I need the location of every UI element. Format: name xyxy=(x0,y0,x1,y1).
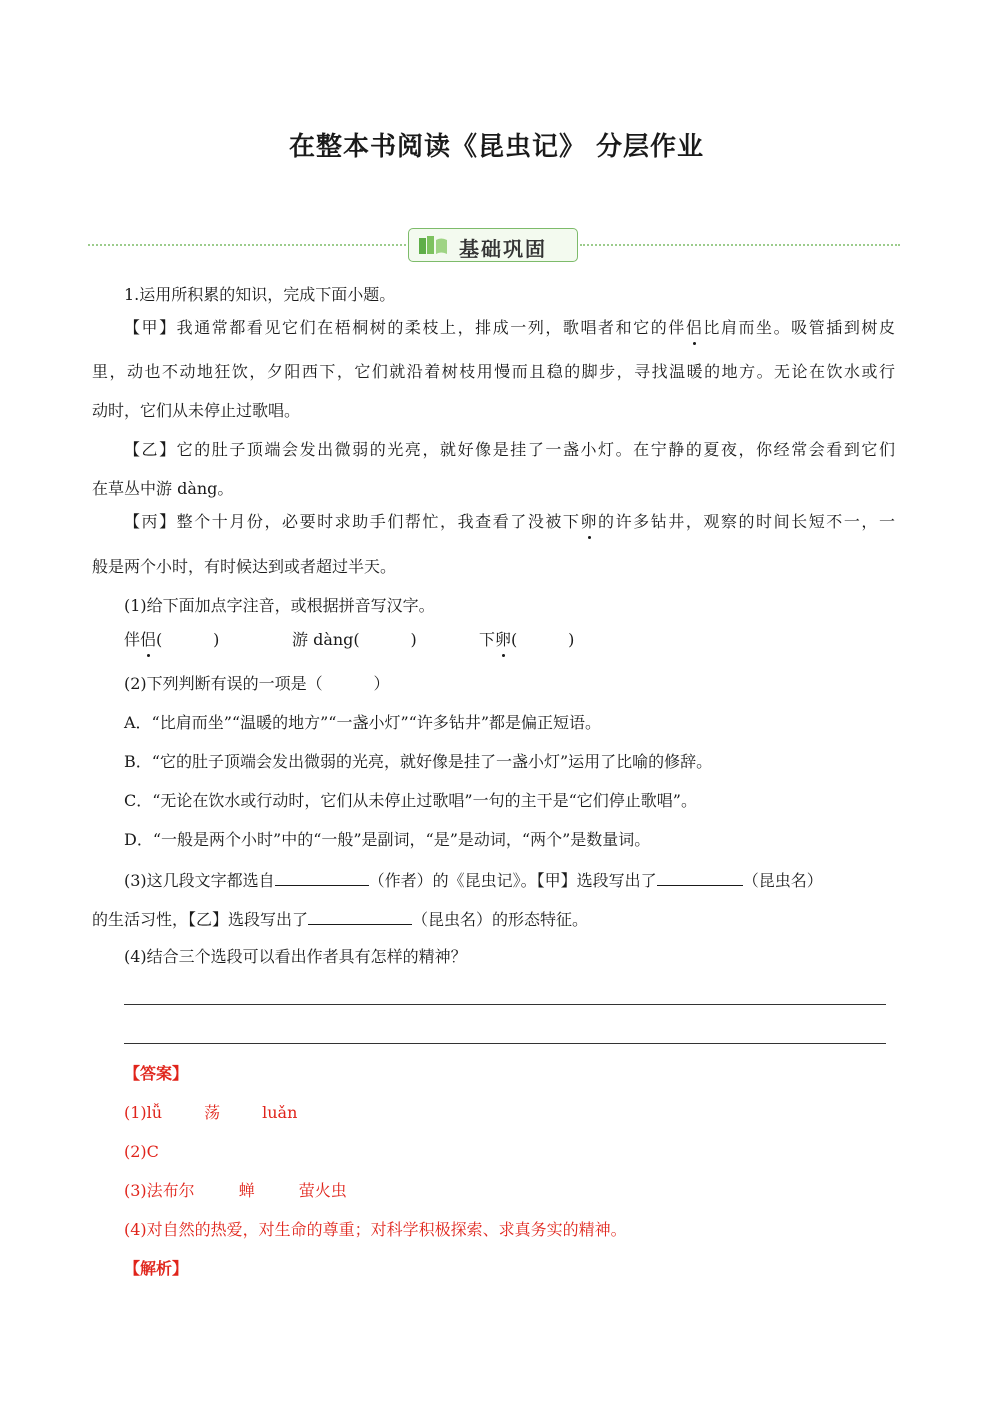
option-d: D．“一般是两个小时”中的“一般”是副词，“是”是动词，“两个”是数量词。 xyxy=(124,830,651,849)
sub1-item3: 下卵( ) xyxy=(479,630,575,649)
option-c: C．“无论在饮水或行动时，它们从未停止过歌唱”一句的主干是“它们停止歌唱”。 xyxy=(124,791,697,810)
sub1-item2: 游 dàng( ) xyxy=(292,630,417,649)
passage-yi-line1: 【乙】它的肚子顶端会发出微弱的光亮，就好像是挂了一盏小灯。在宁静的夏夜，你经常会看到它们 xyxy=(124,440,895,459)
insect-blank-1[interactable] xyxy=(657,869,743,886)
answer-4: (4)对自然的热爱，对生命的尊重；对科学积极探索、求真务实的精神。 xyxy=(124,1220,627,1239)
passage-bing-line1: 【丙】整个十月份，必要时求助手们帮忙，我查看了没被下卵的许多钻井，观察的时间长短不一，一 xyxy=(124,512,895,531)
section-header xyxy=(88,228,900,262)
divider-right xyxy=(580,244,900,246)
page-title: 在整本书阅读《昆虫记》 分层作业 xyxy=(288,132,705,162)
passage-yi-line2: 在草丛中游 dàng。 xyxy=(92,479,234,498)
passage-jia-line1: 【甲】我通常都看见它们在梧桐树的柔枝上，排成一列，歌唱者和它的伴侣比肩而坐。吸管插到树皮 xyxy=(124,318,895,337)
sub1-item1: 伴侣( ) xyxy=(124,630,220,649)
passage-jia-line2: 里，动也不动地狂饮，夕阳西下，它们就沿着树枝用慢而且稳的脚步，寻找温暖的地方。无论在饮水或行 xyxy=(92,362,895,381)
answer-line-1[interactable] xyxy=(124,1004,886,1005)
analysis-heading: 【解析】 xyxy=(124,1259,189,1278)
author-blank[interactable] xyxy=(275,869,369,886)
option-a: A．“比肩而坐”“温暖的地方”“一盏小灯”“许多钻井”都是偏正短语。 xyxy=(124,713,601,732)
answer-heading: 【答案】 xyxy=(124,1064,189,1083)
insect-blank-2[interactable] xyxy=(308,908,412,925)
sub2-prompt: (2)下列判断有误的一项是（ ） xyxy=(124,674,390,693)
option-b: B．“它的肚子顶端会发出微弱的光亮，就好像是挂了一盏小灯”运用了比喻的修辞。 xyxy=(124,752,713,771)
answer-line-2[interactable] xyxy=(124,1043,886,1044)
book-icon xyxy=(419,236,449,256)
section-badge xyxy=(408,228,578,262)
sub3-line1: (3)这几段文字都选自 （作者）的《昆虫记》。【甲】选段写出了 （昆虫名） xyxy=(124,871,823,890)
sub1-prompt: (1)给下面加点字注音，或根据拼音写汉字。 xyxy=(124,596,435,615)
section-label: 基础巩固 xyxy=(459,237,547,261)
passage-jia-line3: 动时，它们从未停止过歌唱。 xyxy=(92,401,301,420)
question-stem: 1.运用所积累的知识，完成下面小题。 xyxy=(124,285,396,304)
passage-bing-line2: 般是两个小时，有时候达到或者超过半天。 xyxy=(92,557,397,576)
divider-left xyxy=(88,244,410,246)
answer-2: (2)C xyxy=(124,1142,159,1161)
sub3-line2: 的生活习性，【乙】选段写出了 （昆虫名）的形态特征。 xyxy=(92,910,589,929)
sub4-prompt: (4)结合三个选段可以看出作者具有怎样的精神？ xyxy=(124,947,467,966)
answer-1: (1)lǚ 荡 luǎn xyxy=(124,1103,298,1122)
answer-3: (3)法布尔 蝉 萤火虫 xyxy=(124,1181,347,1200)
